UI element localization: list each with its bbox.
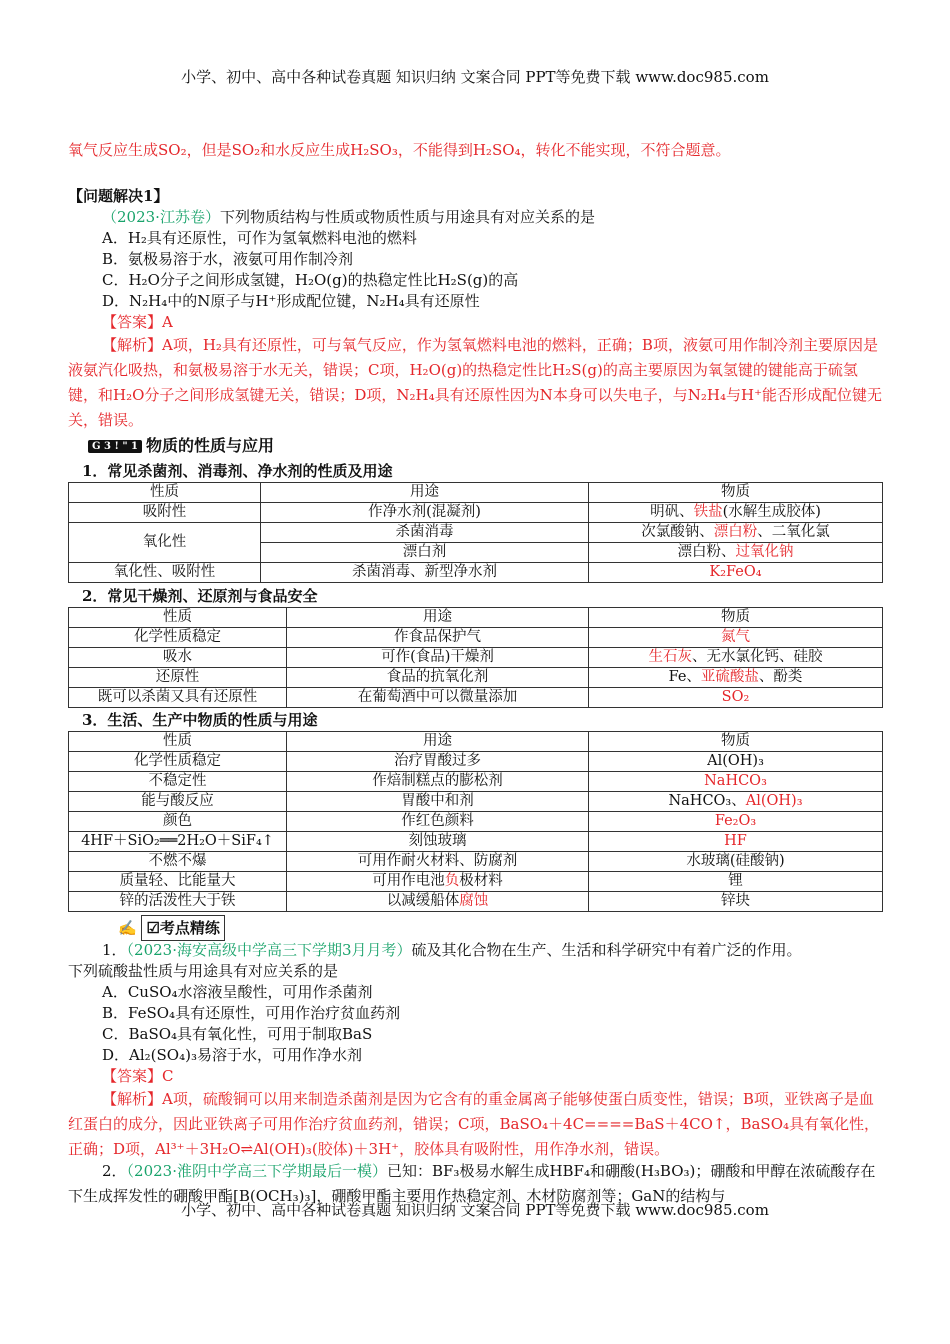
table-cell: 以减缓船体腐蚀 (287, 892, 589, 912)
question-1-analysis: 【解析】A项，硫酸铜可以用来制造杀菌剂是因为它含有的重金属离子能够使蛋白质变性，错误；B项，亚铁离子是血红蛋白的成分，因此亚铁离子可用作治疗贫血药剂，错误；C项，BaSO₄＋4C====BaS＋4CO↑，BaSO₄具有氧化性，正确；D项，Al³⁺＋3H₂O⇌Al(OH)₃(胶体)＋3H⁺，胶体具有吸附性，用作净水剂，错误。 (68, 1090, 880, 1158)
section-title: 物质的性质与应用 (145, 436, 274, 455)
table-cell: 氮气 (589, 628, 883, 648)
table-row (69, 628, 883, 648)
table-cell: Fe、亚硫酸盐、酚类 (589, 668, 883, 688)
table-cell: 杀菌消毒 (261, 523, 589, 543)
table-cell: 水玻璃(硅酸钠) (589, 852, 883, 872)
table-cell: 还原性 (69, 668, 287, 688)
question-1-option-a: A．CuSO₄水溶液呈酸性，可用作杀菌剂 (102, 983, 373, 1001)
problem-1-option-a: A．H₂具有还原性，可作为氢氧燃料电池的燃料 (102, 229, 417, 247)
table-row (69, 563, 883, 583)
table-3-block (68, 709, 882, 912)
table-2-caption: 2．常见干燥剂、还原剂与食品安全 (82, 587, 318, 605)
table-cell: 在葡萄酒中可以微量添加 (287, 688, 589, 708)
table-cell: 能与酸反应 (69, 792, 287, 812)
table-header-cell: 性质 (69, 608, 287, 628)
page-header: 小学、初中、高中各种试卷真题 知识归纳 文案合同 PPT等免费下载 www.doc985.com (181, 68, 769, 86)
table-header-cell: 用途 (287, 608, 589, 628)
problem-1-option-d: D．N₂H₄中的N原子与H⁺形成配位键，N₂H₄具有还原性 (102, 292, 480, 310)
question-1-source: （2023·海安高级中学高三下学期3月月考） (126, 941, 412, 959)
table-cell: 氧化性、吸附性 (69, 563, 261, 583)
table-row (69, 752, 883, 772)
table-2 (68, 607, 883, 708)
question-1-answer: 【答案】C (102, 1067, 174, 1085)
table-cell: 可用作耐火材料、防腐剂 (287, 852, 589, 872)
table-row (69, 872, 883, 892)
pen-icon: ✍ (118, 919, 137, 937)
table-cell: 治疗胃酸过多 (287, 752, 589, 772)
table-row (69, 668, 883, 688)
table-cell: 吸附性 (69, 503, 261, 523)
page-footer: 小学、初中、高中各种试卷真题 知识归纳 文案合同 PPT等免费下载 www.doc985.com (181, 1201, 769, 1219)
table-row (69, 832, 883, 852)
table-row (69, 892, 883, 912)
table-header-cell: 性质 (69, 732, 287, 752)
table-2-block (68, 585, 882, 708)
question-2-source: （2023·淮阴中学高三下学期最后一模） (126, 1162, 387, 1180)
table-cell: 作红色颜料 (287, 812, 589, 832)
table-row (69, 483, 883, 503)
problem-1-source: （2023·江苏卷） (102, 208, 220, 226)
table-1-caption: 1．常见杀菌剂、消毒剂、净水剂的性质及用途 (82, 462, 393, 480)
table-cell: 颜色 (69, 812, 287, 832)
table-cell: NaHCO₃、Al(OH)₃ (589, 792, 883, 812)
table-cell: NaHCO₃ (589, 772, 883, 792)
table-cell: 可用作电池负极材料 (287, 872, 589, 892)
table-cell: 漂白剂 (261, 543, 589, 563)
question-2-stem: 2．（2023·淮阴中学高三下学期最后一模）已知：BF₃极易水解生成HBF₄和硼酸(H₃BO₃)；硼酸和甲醇在浓硫酸存在下生成挥发性的硼酸甲酯[B(OCH₃)₃]，硼酸甲酯主要用作热稳定剂、木材防腐剂等；GaN的结构与 (68, 1162, 876, 1205)
problem-1-answer: 【答案】A (102, 313, 173, 331)
table-cell: 作食品保护气 (287, 628, 589, 648)
problem-1-option-b: B．氨极易溶于水，液氨可用作制冷剂 (102, 250, 354, 268)
table-cell: 可作(食品)干燥剂 (287, 648, 589, 668)
problem-1-analysis: 【解析】A项，H₂具有还原性，可与氧气反应，作为氢氧燃料电池的燃料，正确；B项，液氨可用作制冷剂主要原因是液氨汽化吸热，和氨极易溶于水无关，错误；C项，H₂O(g)的热稳定性比H₂S(g)的高主要原因为氧氢键的键能高于硫氢键，和H₂O分子之间形成氢键无关，错误；D项，N₂H₄具有还原性因为N本身可以失电子，与N₂H₄与H⁺能否形成配位键无关，错误。 (68, 336, 883, 429)
section-badge-icon: G 3 ! " 1 (88, 440, 142, 453)
table-3-caption: 3．生活、生产中物质的性质与用途 (82, 711, 318, 729)
table-cell: Fe₂O₃ (589, 812, 883, 832)
table-cell: 化学性质稳定 (69, 628, 287, 648)
question-1-option-b: B．FeSO₄具有还原性，可用作治疗贫血药剂 (102, 1004, 401, 1022)
table-cell: Al(OH)₃ (589, 752, 883, 772)
table-cell: 漂白粉、过氧化钠 (589, 543, 883, 563)
table-1-block (68, 460, 882, 583)
table-row (69, 792, 883, 812)
table-cell: 胃酸中和剂 (287, 792, 589, 812)
practice-heading (68, 915, 882, 941)
table-header-cell: 物质 (589, 483, 883, 503)
table-cell: K₂FeO₄ (589, 563, 883, 583)
table-cell: 刻蚀玻璃 (287, 832, 589, 852)
table-cell: HF (589, 832, 883, 852)
table-row (69, 732, 883, 752)
question-1-stem: 1．（2023·海安高级中学高三下学期3月月考）硫及其化合物在生产、生活和科学研究中有着广泛的作用。 (102, 941, 802, 959)
table-cell: 作焙制糕点的膨松剂 (287, 772, 589, 792)
table-row (69, 772, 883, 792)
table-cell: 不燃不爆 (69, 852, 287, 872)
table-row (69, 688, 883, 708)
intro-paragraph (68, 138, 882, 163)
problem-1-option-c: C．H₂O分子之间形成氢键，H₂O(g)的热稳定性比H₂S(g)的高 (102, 271, 519, 289)
table-3 (68, 731, 883, 912)
table-cell: 食品的抗氧化剂 (287, 668, 589, 688)
table-header-cell: 用途 (287, 732, 589, 752)
table-cell: 吸水 (69, 648, 287, 668)
table-row (69, 503, 883, 523)
table-cell: 质量轻、比能量大 (69, 872, 287, 892)
table-cell: 作净水剂(混凝剂) (261, 503, 589, 523)
problem-1 (68, 186, 882, 433)
problem-1-stem-text: 下列物质结构与性质或物质性质与用途具有对应关系的是 (219, 208, 595, 226)
table-row (69, 523, 883, 543)
intro-red-text: 氧气反应生成SO₂，但是SO₂和水反应生成H₂SO₃，不能得到H₂SO₄，转化不能实现，不符合题意。 (68, 141, 731, 159)
table-header-cell: 性质 (69, 483, 261, 503)
practice-title: ☑考点精练 (141, 915, 224, 941)
table-cell: 生石灰、无水氯化钙、硅胶 (589, 648, 883, 668)
table-1 (68, 482, 883, 583)
table-cell: 氧化性 (69, 523, 261, 563)
table-cell: 不稳定性 (69, 772, 287, 792)
table-cell: 杀菌消毒、新型净水剂 (261, 563, 589, 583)
table-row (69, 648, 883, 668)
question-1-option-d: D．Al₂(SO₄)₃易溶于水，可用作净水剂 (102, 1046, 362, 1064)
table-row (69, 852, 883, 872)
table-header-cell: 物质 (589, 732, 883, 752)
table-header-cell: 物质 (589, 608, 883, 628)
table-row (69, 812, 883, 832)
question-1 (68, 940, 882, 1162)
table-cell: SO₂ (589, 688, 883, 708)
table-cell: 锌的活泼性大于铁 (69, 892, 287, 912)
question-1-stem-2: 下列硫酸盐性质与用途具有对应关系的是 (68, 962, 339, 980)
section-heading (68, 435, 882, 457)
table-cell: 锌块 (589, 892, 883, 912)
question-1-option-c: C．BaSO₄具有氧化性，可用于制取BaS (102, 1025, 373, 1043)
problem-1-stem (68, 207, 882, 228)
table-cell: 既可以杀菌又具有还原性 (69, 688, 287, 708)
table-cell: 4HF＋SiO₂══2H₂O＋SiF₄↑ (69, 832, 287, 852)
table-row (69, 608, 883, 628)
table-cell: 次氯酸钠、漂白粉、二氧化氯 (589, 523, 883, 543)
table-cell: 锂 (589, 872, 883, 892)
table-cell: 化学性质稳定 (69, 752, 287, 772)
table-header-cell: 用途 (261, 483, 589, 503)
problem-1-title: 【问题解决1】 (68, 187, 169, 205)
table-cell: 明矾、铁盐(水解生成胶体) (589, 503, 883, 523)
